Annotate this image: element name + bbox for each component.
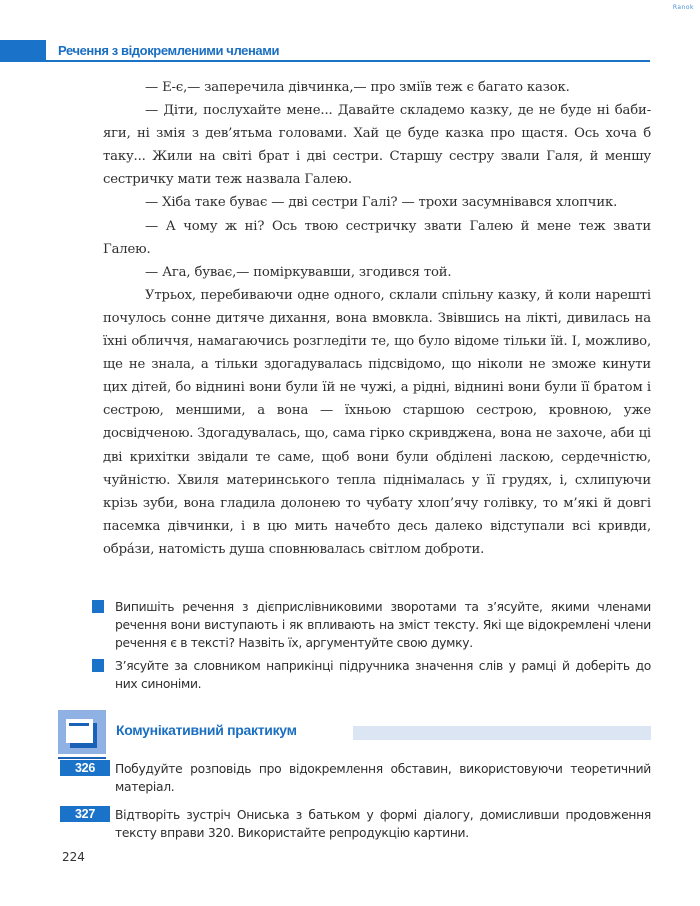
story-paragraph: — А чому ж ні? Ось твою сестричку звати Галею й мене теж звати Галею. xyxy=(103,218,651,257)
notebook-icon xyxy=(58,710,106,754)
task-text: З’ясуйте за словником наприкінці підручника значення слів у рамці й доберіть до них синоніми. xyxy=(115,659,651,691)
section-decor-bar xyxy=(353,726,651,740)
section-title: Комунікативний практикум xyxy=(116,722,297,738)
exercise-item xyxy=(58,806,651,842)
story-paragraph: — Е-є,— заперечила дівчинка,— про зміїв теж є багато казок. xyxy=(145,80,570,95)
square-bullet-icon xyxy=(92,600,104,613)
exercise-list xyxy=(58,760,651,852)
story-paragraph: — Ага, буває,— поміркувавши, згодився той. xyxy=(145,264,452,280)
story-paragraph: — Діти, послухайте мене... Давайте складемо казку, де не буде ні баби-яги, ні змія з дев’ятьма головами. Хай це буде казка про щастя. Ось хоча б таку... Жили на світі брат і дві сестри. Старшу сестру звали Галя, й меншу сестричку мати теж назвала Галею. xyxy=(103,103,651,188)
task-item xyxy=(90,598,651,652)
exercise-text: Відтворіть зустріч Ониська з батьком у формі діалогу, домисливши продовження тексту вправи 320. Використайте репродукцію картини. xyxy=(115,808,651,840)
chapter-title: Речення з відокремленими членами xyxy=(58,43,280,58)
publisher-logo: Ranok xyxy=(672,4,694,11)
task-item xyxy=(90,657,651,693)
section-header xyxy=(58,710,651,754)
exercise-text: Побудуйте розповідь про відокремлення обставин, використовуючи теоретичний матеріал. xyxy=(115,762,651,794)
page-number: 224 xyxy=(62,850,85,864)
story-text xyxy=(103,76,651,561)
square-bullet-icon xyxy=(92,659,104,672)
running-header xyxy=(0,40,650,62)
task-text: Випишіть речення з дієприслівниковими зворотами та з’ясуйте, якими членами речення вони виступають і як впливають на зміст тексту. Які ще відокремлені члени речення є в тексті? Назвіть їх, аргументуйте свою думку. xyxy=(115,600,651,650)
section-icon-underline xyxy=(58,757,106,759)
exercise-item xyxy=(58,760,651,796)
header-color-tab xyxy=(0,40,46,62)
exercise-number-badge: 326 xyxy=(60,760,110,776)
task-list xyxy=(90,598,651,698)
header-rule xyxy=(46,60,650,62)
story-paragraph: Утрьох, перебиваючи одне одного, склали спільну казку, й коли нарешті почулось сонне дитяче дихання, вона вмовкла. Звівшись на лікті, дивилась на їхні обличчя, намагаючись розгледіти те, що було відоме тільки їй. І, можливо, ще не знала, а тільки здогадувалась підсвідомо, що ніколи не зможе кинути цих дітей, бо віднині вони були їй не чужі, а рідні, віднині вони були її братом і сестрою, меншими, а вона — їхньою старшою сестрою, кровною, уже досвідченою. Здогадувалась, що, сама гірко скривджена, вона не захоче, аби ці дві крихітки звідали те саме, щоб вони були обділені ласкою, сердечністю, чуйністю. Хвиля материнського тепла піднімалась у її грудях, і, схлипуючи крізь зуби, вона гладила долонею то чубату хлоп’ячу голівку, то м’які й довгі пасемка дівчинки, і в цю мить начебто десь далеко відступали всі кривди, обра́зи, натомість душа сповнювалась світлом доброти. xyxy=(103,287,651,557)
exercise-number-badge: 327 xyxy=(60,806,110,822)
story-paragraph: — Хіба таке буває — дві сестри Галі? — трохи засумнівався хлопчик. xyxy=(145,195,618,211)
